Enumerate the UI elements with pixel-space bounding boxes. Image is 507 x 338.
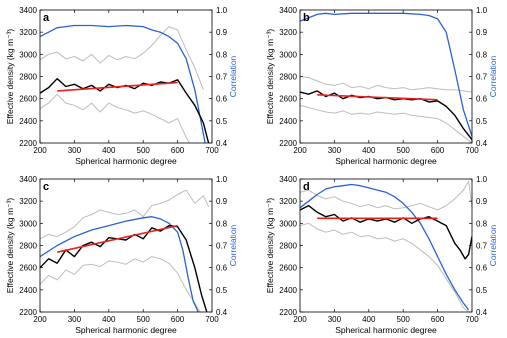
y2-tick-label: 1.0 (216, 175, 228, 184)
x-tick-label: 500 (396, 315, 410, 324)
y2-tick-label: 0.6 (476, 263, 488, 273)
series-upper-line (300, 77, 472, 93)
x-tick-label: 200 (33, 315, 47, 324)
series-correlation-line (40, 217, 198, 312)
x-tick-label: 200 (33, 146, 47, 155)
y2-tick-label: 1.0 (216, 6, 228, 15)
panel-d (265, 175, 498, 335)
panel-label: b (303, 12, 310, 24)
x-tick-label: 500 (136, 146, 150, 155)
x-tick-label: 600 (430, 315, 445, 324)
y2-axis-label: Correlation (228, 224, 238, 267)
x-tick-label: 400 (362, 146, 376, 155)
x-tick-label: 700 (205, 315, 219, 324)
y2-tick-label: 0.8 (216, 50, 228, 60)
y-tick-label: 2800 (279, 241, 297, 251)
x-axis-label: Spherical harmonic degree (335, 156, 437, 166)
panel-c (5, 175, 238, 335)
y2-tick-label: 0.9 (476, 197, 488, 207)
x-tick-label: 400 (102, 315, 116, 324)
y-tick-label: 3200 (279, 197, 297, 207)
y-tick-label: 2600 (279, 263, 297, 273)
y-tick-label: 3400 (19, 175, 37, 184)
x-tick-label: 200 (293, 315, 307, 324)
y2-axis-label: Correlation (488, 224, 498, 267)
y-tick-label: 3200 (19, 197, 37, 207)
y-tick-label: 2600 (19, 94, 37, 104)
y2-tick-label: 0.9 (476, 28, 488, 38)
y-tick-label: 3400 (279, 6, 297, 15)
series-upper-line (40, 190, 209, 239)
plot-frame (40, 179, 212, 312)
y-tick-label: 2400 (19, 116, 37, 126)
y-tick-label: 2800 (19, 241, 37, 251)
y-tick-label: 2400 (279, 285, 297, 295)
series-fit-line (57, 83, 177, 91)
x-tick-label: 300 (67, 315, 82, 324)
x-tick-label: 300 (67, 146, 82, 155)
x-tick-label: 700 (205, 146, 219, 155)
y2-tick-label: 0.5 (216, 116, 228, 126)
series-fit-line (57, 226, 177, 253)
y-tick-label: 2600 (279, 94, 297, 104)
y2-axis-label: Correlation (228, 55, 238, 98)
y-axis-label: Effective density (kg m⁻³) (265, 28, 275, 125)
y2-tick-label: 0.6 (476, 94, 488, 104)
y-tick-label: 2200 (279, 139, 297, 148)
y-tick-label: 2200 (19, 308, 37, 317)
y-tick-label: 3200 (19, 28, 37, 38)
y2-tick-label: 1.0 (476, 6, 488, 15)
panel-b (265, 6, 498, 166)
y-axis-label: Effective density (kg m⁻³) (265, 197, 275, 294)
y-tick-label: 3000 (19, 219, 37, 229)
x-tick-label: 300 (327, 146, 342, 155)
y-tick-label: 2600 (19, 263, 37, 273)
x-tick-label: 500 (136, 315, 150, 324)
y-tick-label: 2400 (279, 116, 297, 126)
x-tick-label: 600 (170, 315, 185, 324)
y-tick-label: 3400 (19, 6, 37, 15)
y2-tick-label: 0.7 (476, 241, 488, 251)
x-tick-label: 600 (170, 146, 185, 155)
x-axis-label: Spherical harmonic degree (75, 156, 177, 166)
y2-tick-label: 1.0 (476, 175, 488, 184)
y-tick-label: 3400 (279, 175, 297, 184)
panel-label: a (43, 12, 50, 24)
y2-tick-label: 0.6 (216, 94, 228, 104)
y2-tick-label: 0.5 (476, 116, 488, 126)
x-axis-label: Spherical harmonic degree (335, 325, 437, 335)
x-tick-label: 600 (430, 146, 445, 155)
x-tick-label: 700 (465, 315, 479, 324)
y2-tick-label: 0.8 (216, 219, 228, 229)
series-upper-line (40, 27, 203, 90)
y-tick-label: 2400 (19, 285, 37, 295)
y-tick-label: 2800 (279, 72, 297, 82)
y2-tick-label: 0.4 (476, 139, 488, 148)
panel-a (5, 6, 238, 166)
plot-frame (40, 10, 212, 143)
series-correlation-line (300, 185, 469, 310)
y2-tick-label: 0.4 (216, 308, 228, 317)
x-tick-label: 200 (293, 146, 307, 155)
y-axis-label: Effective density (kg m⁻³) (5, 197, 15, 294)
y-tick-label: 3000 (279, 50, 297, 60)
y2-tick-label: 0.4 (476, 308, 488, 317)
x-tick-label: 300 (327, 315, 342, 324)
panel-label: d (303, 181, 310, 193)
x-tick-label: 700 (465, 146, 479, 155)
y2-tick-label: 0.9 (216, 197, 228, 207)
y-tick-label: 2800 (19, 72, 37, 82)
series-density-line (40, 226, 207, 312)
y2-tick-label: 0.7 (216, 72, 228, 82)
series-lower-line (300, 105, 472, 143)
y2-axis-label: Correlation (488, 55, 498, 98)
x-axis-label: Spherical harmonic degree (75, 325, 177, 335)
y-tick-label: 3000 (279, 219, 297, 229)
y2-tick-label: 0.6 (216, 263, 228, 273)
series-upper-line (300, 181, 472, 210)
x-tick-label: 400 (102, 146, 116, 155)
y-tick-label: 2200 (19, 139, 37, 148)
y2-tick-label: 0.5 (216, 285, 228, 295)
y2-tick-label: 0.8 (476, 50, 488, 60)
y2-tick-label: 0.9 (216, 28, 228, 38)
y2-tick-label: 0.7 (476, 72, 488, 82)
y-axis-label: Effective density (kg m⁻³) (5, 28, 15, 125)
y2-tick-label: 0.8 (476, 219, 488, 229)
y2-tick-label: 0.4 (216, 139, 228, 148)
series-correlation-line (300, 13, 472, 136)
y2-tick-label: 0.5 (476, 285, 488, 295)
y2-tick-label: 0.7 (216, 241, 228, 251)
series-density-line (40, 79, 209, 143)
y-tick-label: 2200 (279, 308, 297, 317)
series-lower-line (40, 257, 203, 318)
x-tick-label: 400 (362, 315, 376, 324)
panel-label: c (43, 181, 50, 193)
y-tick-label: 3000 (19, 50, 37, 60)
y-tick-label: 3200 (279, 28, 297, 38)
x-tick-label: 500 (396, 146, 410, 155)
